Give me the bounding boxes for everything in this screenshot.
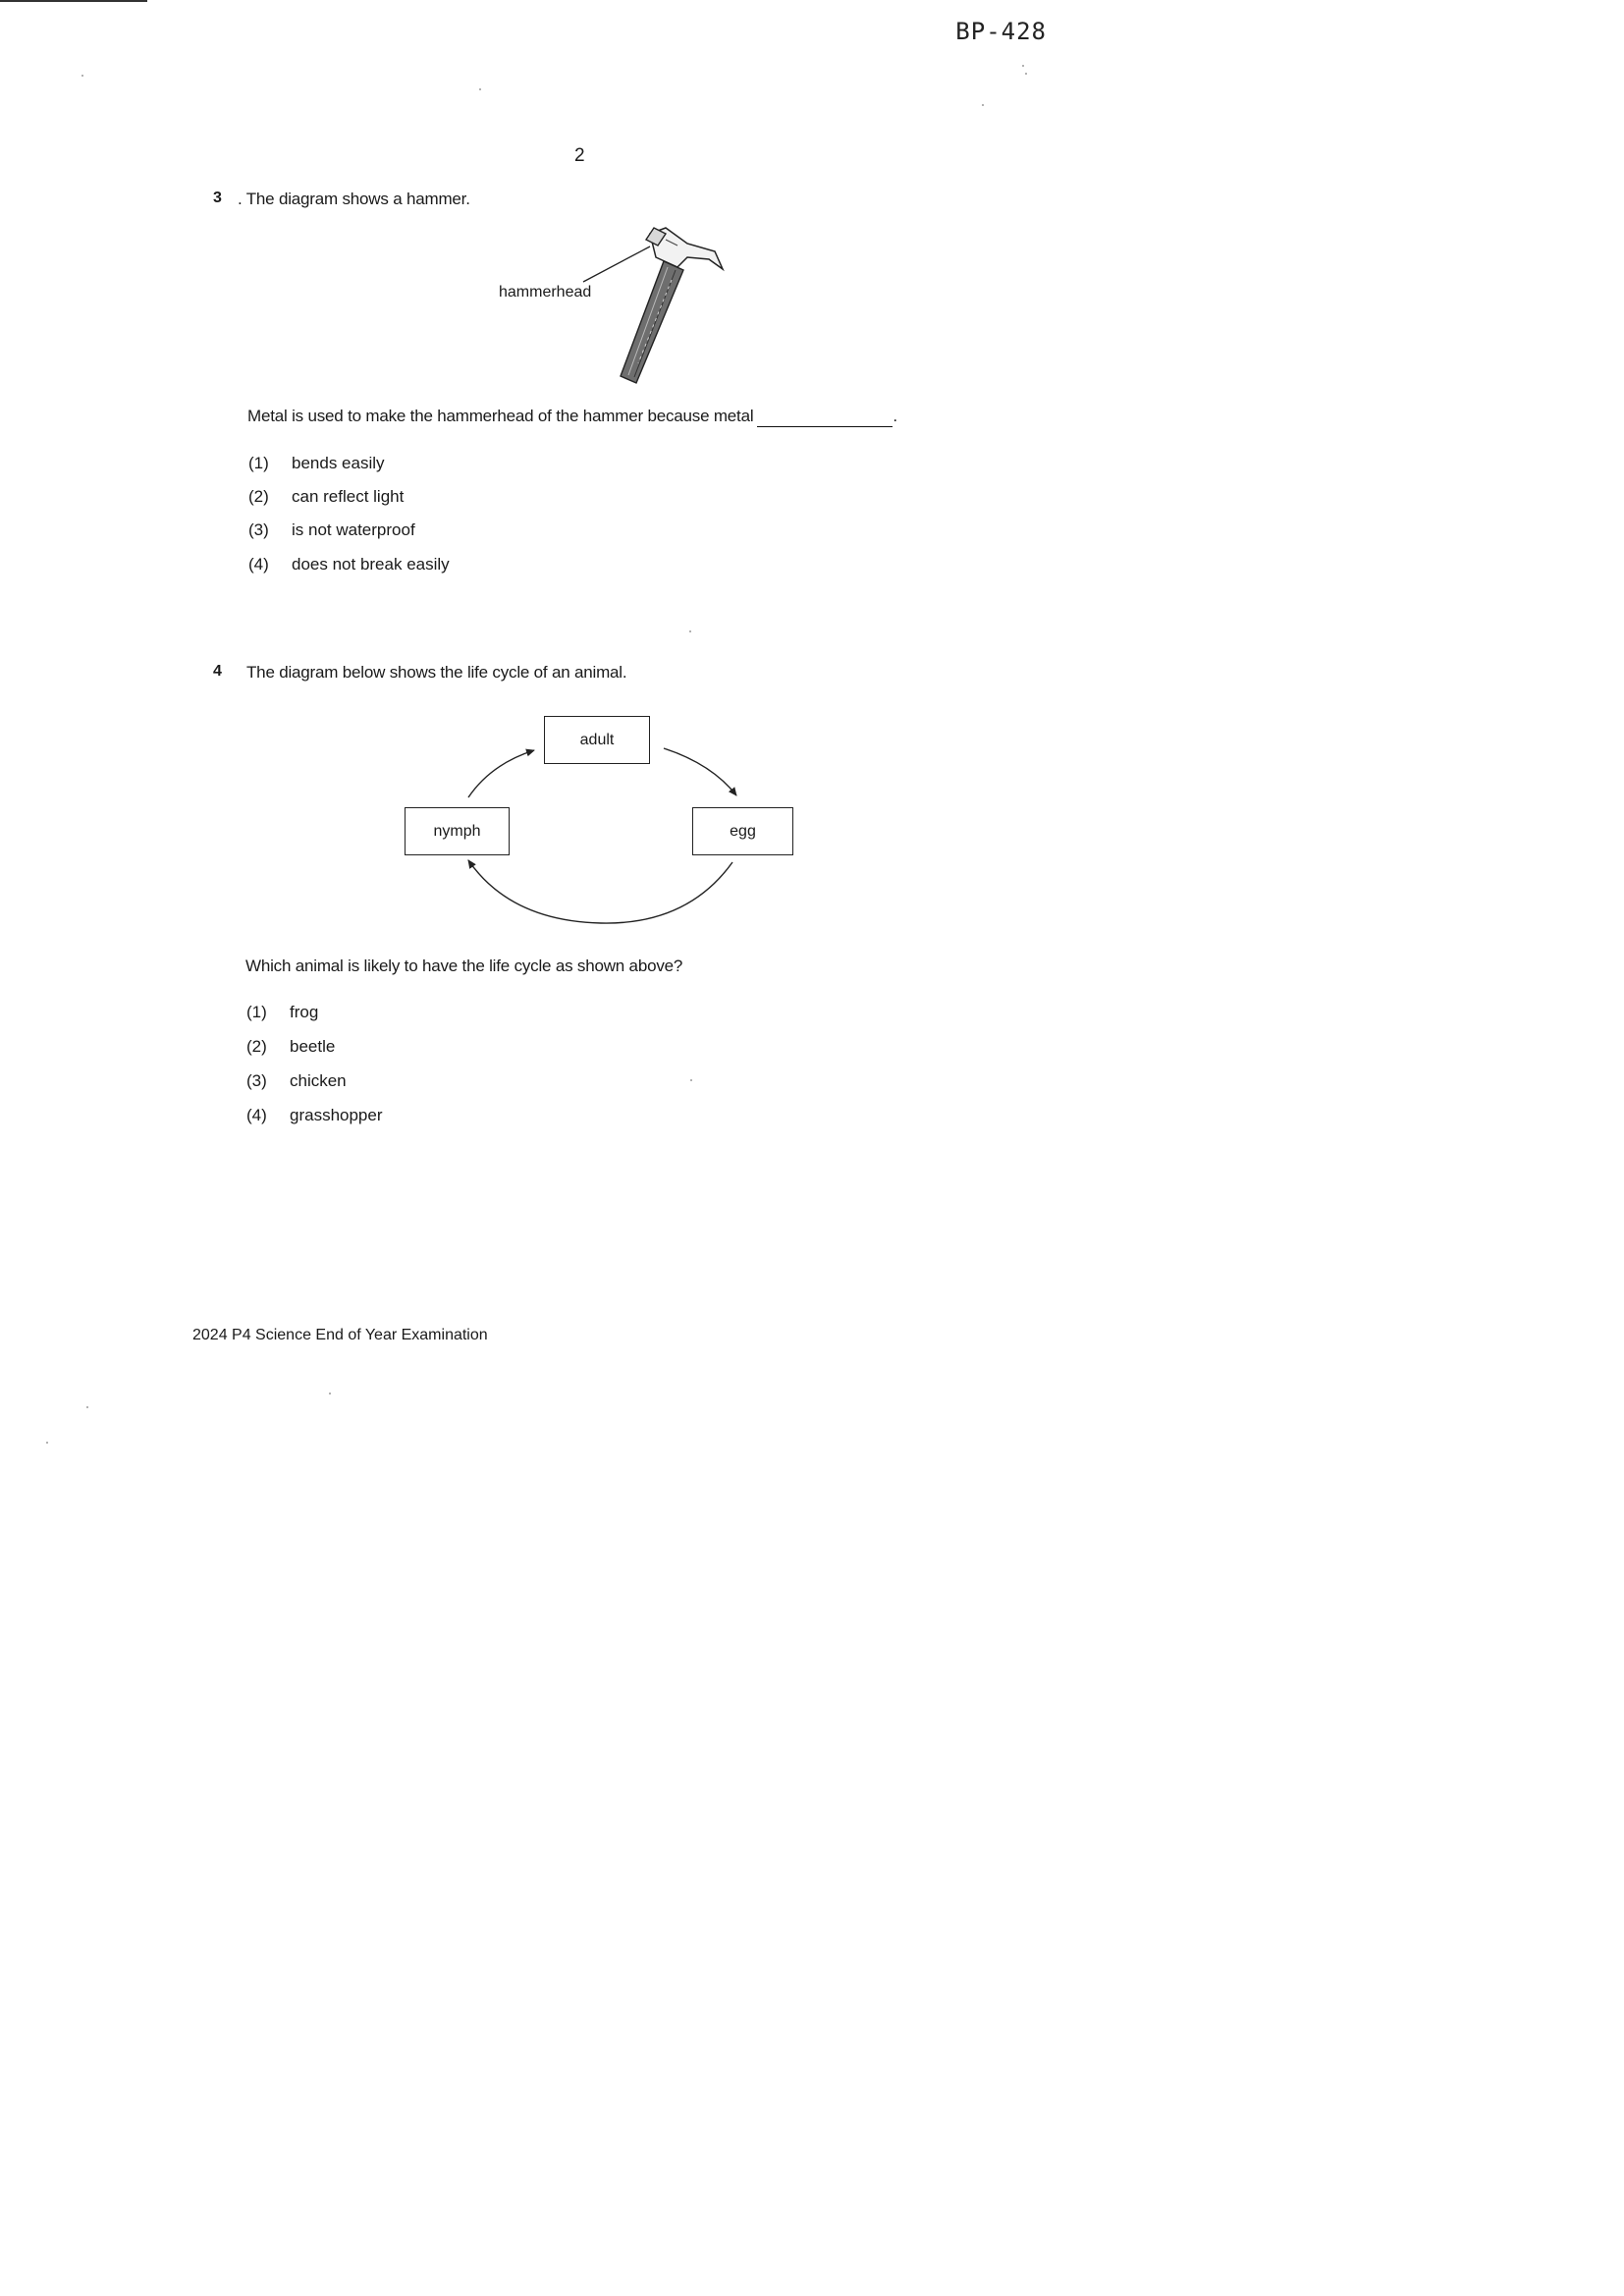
option-text: chicken bbox=[290, 1071, 347, 1090]
question-4-option-1 bbox=[246, 1003, 318, 1022]
question-3-stem: . The diagram shows a hammer. bbox=[238, 190, 470, 208]
question-3-option-3 bbox=[248, 520, 415, 540]
option-text: frog bbox=[290, 1003, 319, 1021]
exam-footer: 2024 P4 Science End of Year Examination bbox=[192, 1327, 488, 1343]
option-number: (4) bbox=[248, 555, 269, 574]
scan-speck bbox=[690, 1079, 692, 1081]
stage-nymph-box bbox=[405, 807, 510, 855]
page-number: 2 bbox=[574, 145, 585, 166]
stage-adult-box bbox=[544, 716, 650, 764]
stage-egg-box bbox=[692, 807, 793, 855]
option-text: is not waterproof bbox=[292, 520, 415, 539]
question-3-option-1 bbox=[248, 454, 385, 473]
option-number: (2) bbox=[246, 1037, 267, 1056]
option-number: (4) bbox=[246, 1106, 267, 1124]
hammerhead-leader-line bbox=[583, 246, 650, 282]
stage-nymph-label: nymph bbox=[433, 822, 481, 840]
arrow-adult-to-egg bbox=[664, 748, 736, 795]
option-text: beetle bbox=[290, 1037, 336, 1056]
question-4-option-4 bbox=[246, 1106, 383, 1125]
option-text: bends easily bbox=[292, 454, 385, 472]
scan-speck bbox=[81, 75, 83, 77]
life-cycle-diagram bbox=[0, 0, 1082, 1530]
stage-egg-label: egg bbox=[730, 822, 756, 840]
arrow-nymph-to-adult bbox=[468, 750, 534, 797]
question-4-prompt: Which animal is likely to have the life cycle as shown above? bbox=[245, 957, 683, 975]
option-text: grasshopper bbox=[290, 1106, 383, 1124]
stage-adult-label: adult bbox=[579, 731, 615, 748]
question-4-option-3 bbox=[246, 1071, 347, 1091]
top-scan-rule bbox=[0, 0, 147, 2]
hammer-handle bbox=[621, 261, 683, 383]
question-4-option-2 bbox=[246, 1037, 335, 1057]
option-text: can reflect light bbox=[292, 487, 405, 506]
hammer-head bbox=[646, 228, 723, 269]
hammerhead-label: hammerhead bbox=[499, 284, 592, 301]
question-3-option-4 bbox=[248, 555, 450, 574]
question-4-number: 4 bbox=[213, 663, 222, 680]
question-3-number: 3 bbox=[213, 190, 222, 206]
answer-blank bbox=[757, 407, 893, 427]
document-code: BP-428 bbox=[955, 18, 1047, 45]
question-3-prompt bbox=[247, 407, 897, 427]
scan-speck bbox=[479, 88, 481, 90]
option-number: (2) bbox=[248, 487, 269, 506]
scan-speck bbox=[689, 630, 691, 632]
scan-speck bbox=[86, 1406, 88, 1408]
scan-speck bbox=[329, 1393, 331, 1394]
scan-speck bbox=[1022, 65, 1024, 67]
option-number: (3) bbox=[248, 520, 269, 539]
option-number: (3) bbox=[246, 1071, 267, 1090]
question-4-stem: The diagram below shows the life cycle of an animal. bbox=[246, 663, 627, 682]
question-3-prompt-end: . bbox=[893, 407, 897, 425]
option-text: does not break easily bbox=[292, 555, 450, 574]
scan-speck bbox=[982, 104, 984, 106]
arrow-egg-to-nymph bbox=[468, 860, 732, 923]
scan-speck bbox=[46, 1442, 48, 1444]
option-number: (1) bbox=[246, 1003, 267, 1021]
hammer-diagram bbox=[0, 0, 1082, 1530]
question-3-option-2 bbox=[248, 487, 404, 507]
scan-speck bbox=[1025, 73, 1027, 75]
question-3-prompt-text: Metal is used to make the hammerhead of the hammer because metal bbox=[247, 407, 754, 425]
option-number: (1) bbox=[248, 454, 269, 472]
